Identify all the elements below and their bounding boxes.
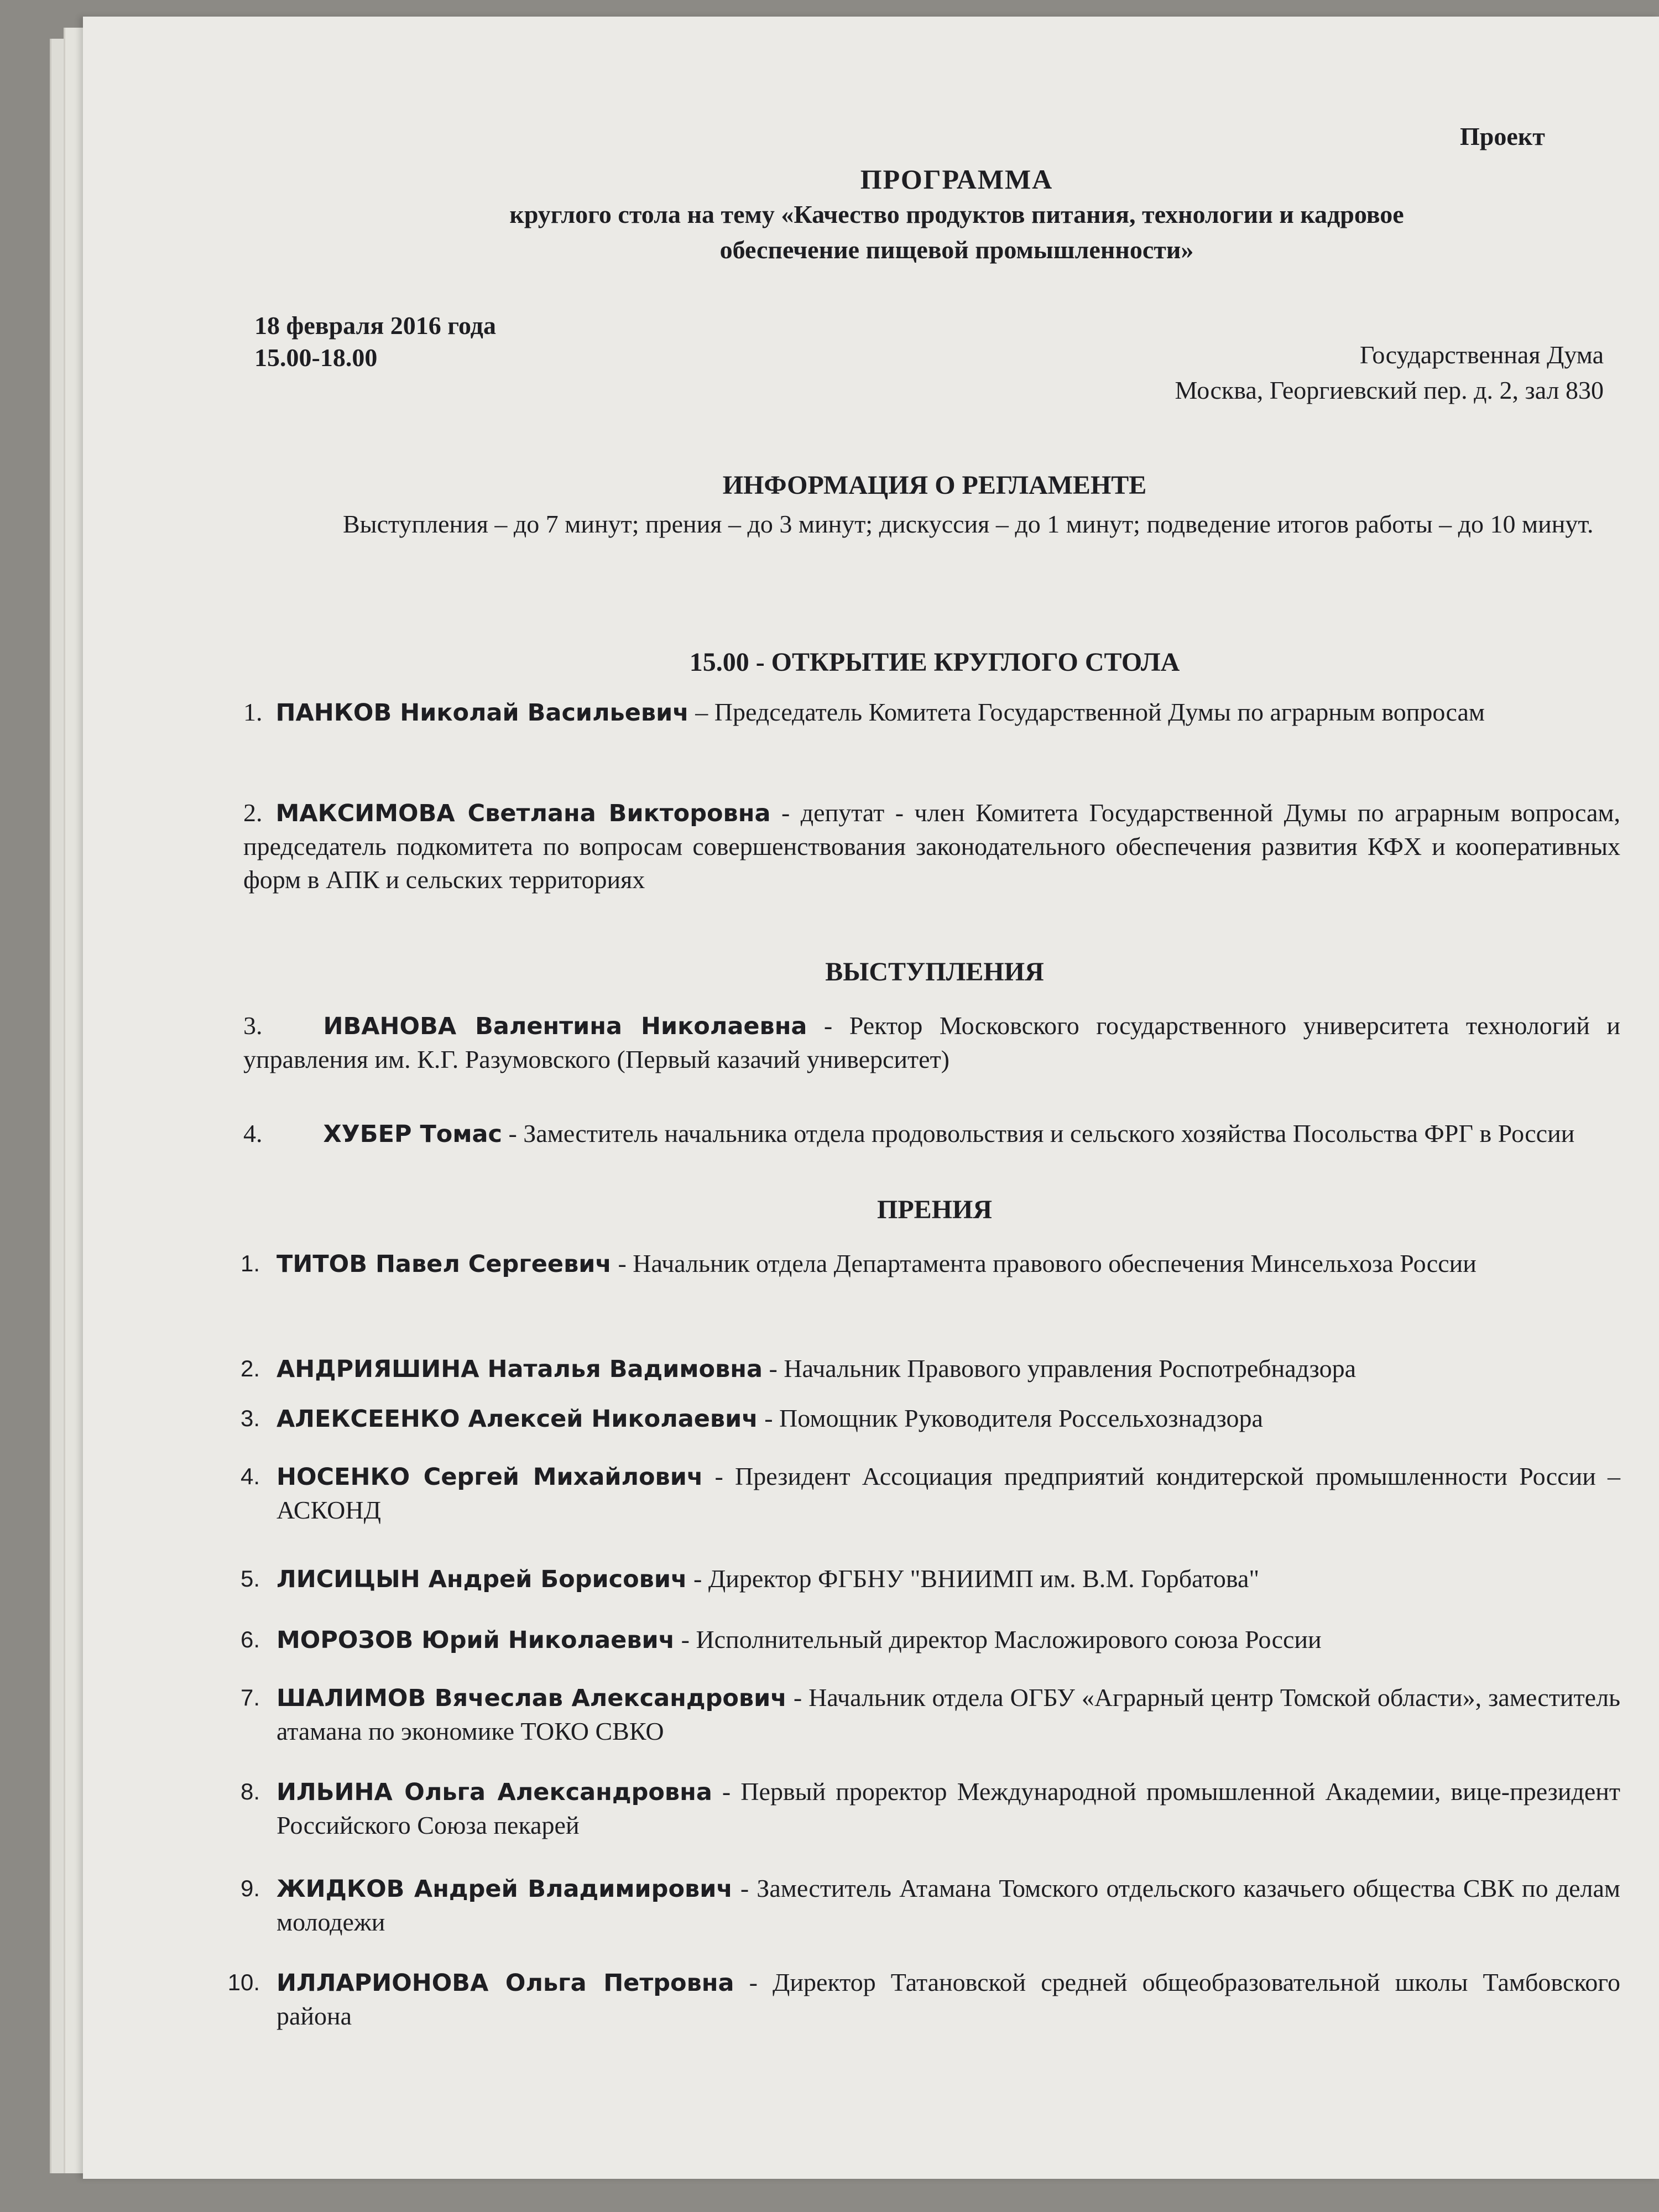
opening-heading: 15.00 - ОТКРЫТИЕ КРУГЛОГО СТОЛА — [689, 648, 1180, 677]
document-page — [83, 17, 1659, 2179]
speech-item: 4. ХУБЕР Томас - Заместитель начальника отдела продовольствия и сельского хозяйства Посольства ФРГ в России — [243, 1119, 1575, 1148]
debate-item: 1. ТИТОВ Павел Сергеевич - Начальник отдела Департамента правового обеспечения Минсельхоза России — [240, 1249, 1477, 1278]
debate-item: 7. ШАЛИМОВ Вячеслав Александрович - Начальник отдела ОГБУ «Аграрный центр Томской области», заместитель атамана по экономике ТОКО СВКО — [240, 1683, 1620, 1745]
debate-item: 2. АНДРИЯШИНА Наталья Вадимовна - Начальник Правового управления Роспотребнадзора — [240, 1354, 1356, 1383]
regulation-text: Выступления – до 7 минут; прения – до 3 минут; дискуссия – до 1 минут; подведение итогов работы – до 10 минут. — [343, 510, 1594, 538]
opening-item: 1. ПАНКОВ Николай Васильевич – Председатель Комитета Государственной Думы по аграрным вопросам — [243, 698, 1485, 727]
event-location — [968, 337, 1604, 408]
event-time: 15.00-18.00 — [254, 343, 378, 372]
program-subtitle-line-1: круглого стола на тему «Качество продуктов питания, технологии и кадровое — [509, 200, 1404, 228]
draft-stamp: Проект — [1460, 122, 1545, 150]
speech-item: 3. ИВАНОВА Валентина Николаевна - Ректор Московского государственного университета технологий и управления им. К.Г. Разумовского (Первый казачий университет) — [243, 1011, 1620, 1073]
event-venue: Государственная Дума — [1359, 341, 1604, 369]
program-header — [326, 161, 1587, 268]
opening-item: 2. МАКСИМОВА Светлана Викторовна - депутат - член Комитета Государственной Думы по аграрным вопросам, председатель подкомитета по вопросам совершенствования законодательного обеспечения развития КФХ и кооперативных форм в АПК и сельских территориях — [243, 799, 1620, 894]
debate-heading: ПРЕНИЯ — [877, 1195, 992, 1224]
debate-item: 5. ЛИСИЦЫН Андрей Борисович - Директор ФГБНУ "ВНИИМП им. В.М. Горбатова" — [240, 1564, 1260, 1593]
speeches-heading: ВЫСТУПЛЕНИЯ — [825, 957, 1044, 987]
debate-item: 3. АЛЕКСЕЕНКО Алексей Николаевич - Помощник Руководителя Россельхознадзора — [240, 1404, 1263, 1433]
event-date: 18 февраля 2016 года — [254, 311, 496, 340]
debate-item: 4. НОСЕНКО Сергей Михайлович - Президент Ассоциация предприятий кондитерской промышленности России – АСКОНД — [240, 1462, 1620, 1524]
program-title: ПРОГРАММА — [860, 164, 1053, 195]
debate-item: 6. МОРОЗОВ Юрий Николаевич - Исполнительный директор Масложирового союза России — [240, 1625, 1322, 1654]
debate-item: 9. ЖИДКОВ Андрей Владимирович - Заместитель Атамана Томского отдельского казачьего общества СВК по делам молодежи — [240, 1874, 1620, 1936]
debate-item: 8. ИЛЬИНА Ольга Александровна - Первый проректор Международной промышленной Академии, вице-президент Российского Союза пекарей — [240, 1777, 1621, 1839]
program-subtitle-line-2: обеспечение пищевой промышленности» — [719, 236, 1194, 264]
event-address: Москва, Георгиевский пер. д. 2, зал 830 — [1175, 376, 1604, 404]
regulation-heading: ИНФОРМАЦИЯ О РЕГЛАМЕНТЕ — [722, 471, 1147, 500]
event-date-time — [254, 310, 496, 374]
debate-item: 10. ИЛЛАРИОНОВА Ольга Петровна - Директор Татановской средней общеобразовательной школы Тамбовского района — [227, 1968, 1620, 2030]
